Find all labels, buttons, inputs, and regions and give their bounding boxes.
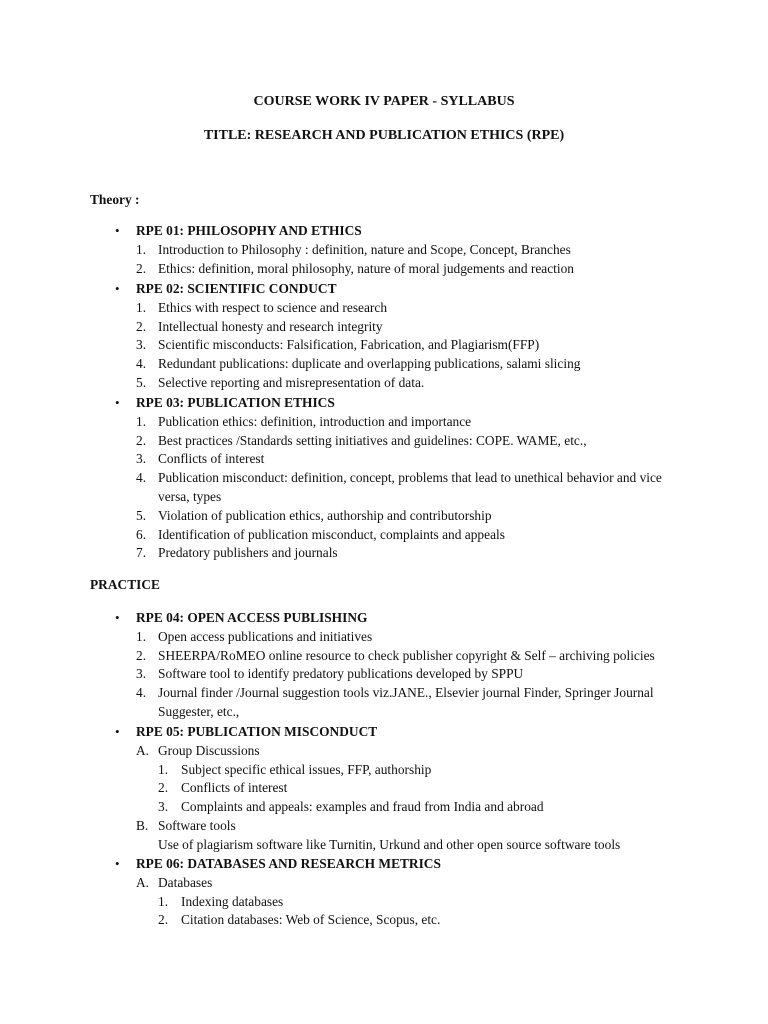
bullet-icon: • — [115, 724, 120, 739]
list-item: 2. Ethics: definition, moral philosophy, nature of moral judgements and reaction — [136, 260, 574, 276]
list-item: 1. Introduction to Philosophy : definition, nature and Scope, Concept, Branches — [136, 241, 571, 257]
list-item: 2. Citation databases: Web of Science, Scopus, etc. — [158, 912, 441, 928]
list-item: 5. Violation of publication ethics, authorship and contributorship — [136, 507, 492, 523]
section-heading: RPE 05: PUBLICATION MISCONDUCT — [136, 724, 378, 739]
bullet-icon: • — [115, 223, 120, 238]
list-item: 1. Ethics with respect to science and research — [136, 299, 388, 315]
list-item-continuation: Suggester, etc., — [158, 703, 240, 719]
list-item: 4. Publication misconduct: definition, concept, problems that lead to unethical behavior and vice — [136, 470, 662, 486]
list-item: 1. Open access publications and initiatives — [136, 628, 373, 644]
section-rpe06 — [0, 855, 768, 930]
section-heading: RPE 06: DATABASES AND RESEARCH METRICS — [136, 856, 441, 871]
list-item: 2. Best practices /Standards setting initiatives and guidelines: COPE. WAME, etc., — [136, 432, 587, 448]
list-item: 3. Scientific misconducts: Falsification, Fabrication, and Plagiarism(FFP) — [136, 337, 540, 353]
list-item: 2. Conflicts of interest — [158, 780, 288, 796]
list-item: 4. Redundant publications: duplicate and overlapping publications, salami slicing — [136, 356, 581, 372]
section-rpe02 — [0, 280, 768, 393]
bullet-icon: • — [115, 395, 120, 410]
list-item-continuation: versa, types — [158, 488, 222, 504]
list-item: 3. Software tool to identify predatory publications developed by SPPU — [136, 666, 524, 682]
list-item: 4. Journal finder /Journal suggestion tools viz.JANE., Elsevier journal Finder, Springer Journal — [136, 685, 654, 701]
section-rpe05 — [0, 723, 768, 855]
group-heading: A. Group Discussions — [136, 742, 260, 758]
section-rpe03 — [0, 394, 768, 563]
list-item: 7. Predatory publishers and journals — [136, 545, 338, 561]
list-item: 1. Subject specific ethical issues, FFP, authorship — [158, 761, 432, 777]
list-item: 5. Selective reporting and misrepresentation of data. — [136, 374, 425, 390]
page-subtitle: TITLE: RESEARCH AND PUBLICATION ETHICS (RPE) — [203, 128, 565, 143]
list-item: 3. Complaints and appeals: examples and fraud from India and abroad — [158, 799, 544, 815]
section-rpe01 — [0, 222, 768, 278]
group-text: Use of plagiarism software like Turnitin, Urkund and other open source software tools — [158, 836, 621, 852]
practice-label: PRACTICE — [90, 577, 160, 592]
group-heading: A. Databases — [136, 874, 213, 890]
group-heading: B. Software tools — [136, 817, 236, 833]
list-item: 2. Intellectual honesty and research integrity — [136, 318, 383, 334]
page-title: COURSE WORK IV PAPER - SYLLABUS — [253, 94, 515, 109]
list-item: 1. Indexing databases — [158, 893, 284, 909]
bullet-icon: • — [115, 281, 120, 296]
section-heading: RPE 04: OPEN ACCESS PUBLISHING — [136, 610, 368, 625]
list-item: 3. Conflicts of interest — [136, 451, 265, 467]
list-item: 6. Identification of publication misconduct, complaints and appeals — [136, 526, 505, 542]
list-item: 1. Publication ethics: definition, introduction and importance — [136, 413, 472, 429]
section-heading: RPE 03: PUBLICATION ETHICS — [136, 395, 335, 410]
section-heading: RPE 01: PHILOSOPHY AND ETHICS — [136, 223, 362, 238]
bullet-icon: • — [115, 856, 120, 871]
bullet-icon: • — [115, 610, 120, 625]
section-rpe04 — [0, 609, 768, 722]
theory-label: Theory : — [90, 192, 140, 207]
section-heading: RPE 02: SCIENTIFIC CONDUCT — [136, 281, 337, 296]
list-item: 2. SHEERPA/RoMEO online resource to check publisher copyright & Self – archiving policies — [136, 647, 655, 663]
